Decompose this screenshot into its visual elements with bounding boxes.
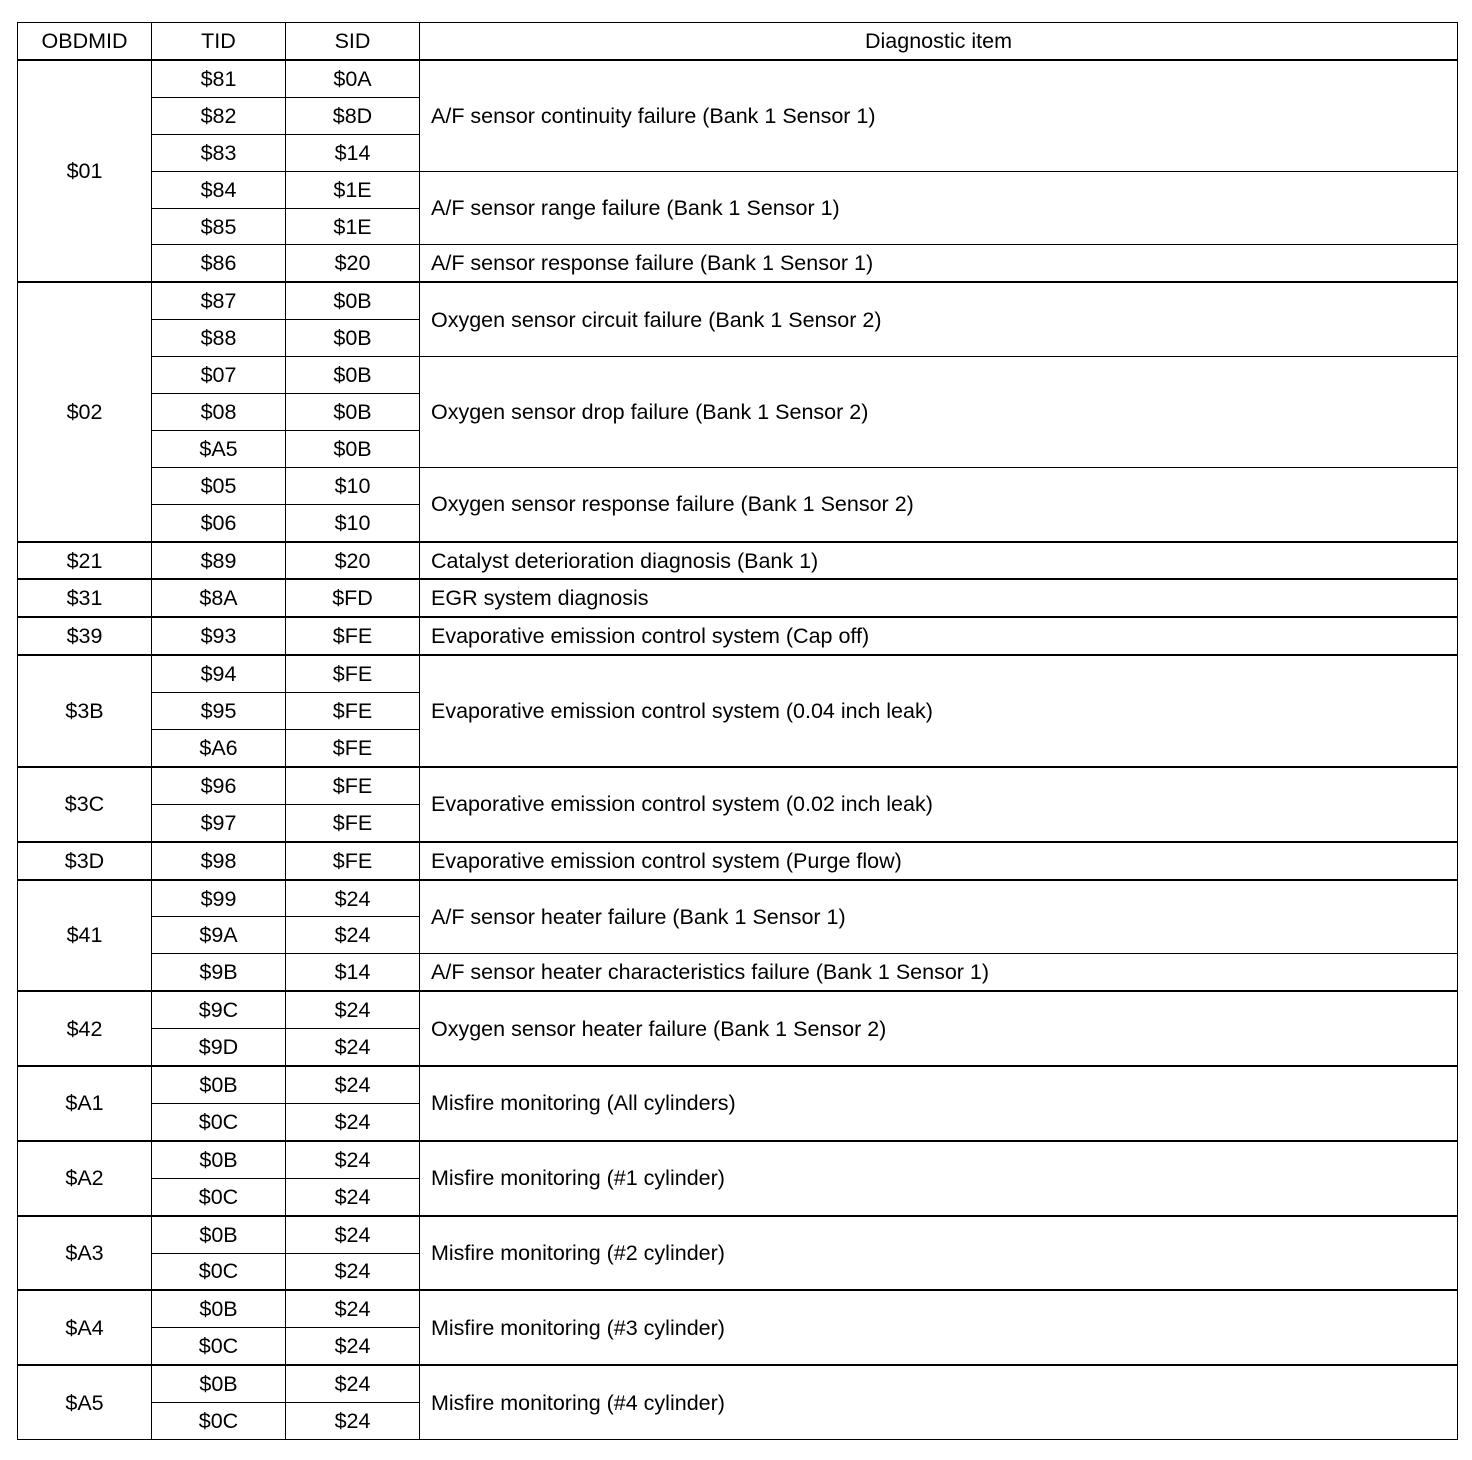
table-row xyxy=(18,467,1458,504)
tid-cell: $06 xyxy=(152,504,286,541)
tid-cell: $98 xyxy=(152,842,286,880)
table-row xyxy=(18,1141,1458,1178)
sid-cell: $14 xyxy=(286,134,420,171)
tid-cell: $05 xyxy=(152,467,286,504)
tid-cell: $88 xyxy=(152,320,286,357)
sid-cell: $24 xyxy=(286,1178,420,1215)
table-row xyxy=(18,60,1458,97)
sid-cell: $24 xyxy=(286,1216,420,1253)
table-row xyxy=(18,655,1458,692)
table-row xyxy=(18,991,1458,1028)
tid-cell: $94 xyxy=(152,655,286,692)
diagnostic-item-cell: Evaporative emission control system (0.02 inch leak) xyxy=(420,767,1458,842)
obdmid-cell: $01 xyxy=(18,60,152,282)
obdmid-cell: $3C xyxy=(18,767,152,842)
obdmid-cell: $A4 xyxy=(18,1290,152,1365)
tid-cell: $0C xyxy=(152,1178,286,1215)
tid-cell: $0B xyxy=(152,1365,286,1402)
obdmid-cell: $02 xyxy=(18,282,152,541)
table-row xyxy=(18,1066,1458,1103)
diagnostic-item-cell: Misfire monitoring (#2 cylinder) xyxy=(420,1216,1458,1291)
sid-cell: $20 xyxy=(286,542,420,580)
sid-cell: $FE xyxy=(286,693,420,730)
header-sid: SID xyxy=(286,23,420,61)
tid-cell: $A6 xyxy=(152,730,286,767)
header-row xyxy=(18,23,1458,61)
obdmid-cell: $31 xyxy=(18,579,152,617)
sid-cell: $0B xyxy=(286,282,420,319)
sid-cell: $24 xyxy=(286,880,420,917)
table-row xyxy=(18,842,1458,880)
diagnostic-item-cell: Oxygen sensor response failure (Bank 1 Sensor 2) xyxy=(420,467,1458,541)
sid-cell: $0B xyxy=(286,430,420,467)
obdmid-cell: $21 xyxy=(18,542,152,580)
diagnostic-item-cell: Catalyst deterioration diagnosis (Bank 1) xyxy=(420,542,1458,580)
tid-cell: $86 xyxy=(152,245,286,282)
sid-cell: $10 xyxy=(286,504,420,541)
table-row xyxy=(18,954,1458,991)
sid-cell: $0A xyxy=(286,60,420,97)
sid-cell: $24 xyxy=(286,1103,420,1140)
sid-cell: $24 xyxy=(286,1029,420,1066)
header-tid: TID xyxy=(152,23,286,61)
sid-cell: $FE xyxy=(286,842,420,880)
tid-cell: $99 xyxy=(152,880,286,917)
table-row xyxy=(18,617,1458,655)
diagnostic-item-cell: Evaporative emission control system (0.04 inch leak) xyxy=(420,655,1458,767)
sid-cell: $20 xyxy=(286,245,420,282)
sid-cell: $24 xyxy=(286,1365,420,1402)
header-obdmid: OBDMID xyxy=(18,23,152,61)
sid-cell: $FE xyxy=(286,617,420,655)
table-row xyxy=(18,245,1458,282)
diagnostic-item-cell: Oxygen sensor drop failure (Bank 1 Sensor 2) xyxy=(420,357,1458,468)
tid-cell: $A5 xyxy=(152,430,286,467)
table-row xyxy=(18,542,1458,580)
sid-cell: $8D xyxy=(286,97,420,134)
diagnostic-item-cell: Misfire monitoring (#4 cylinder) xyxy=(420,1365,1458,1439)
sid-cell: $24 xyxy=(286,991,420,1028)
table-row xyxy=(18,357,1458,394)
obdmid-cell: $41 xyxy=(18,880,152,992)
diagnostic-item-cell: Oxygen sensor circuit failure (Bank 1 Sensor 2) xyxy=(420,282,1458,356)
sid-cell: $FE xyxy=(286,767,420,804)
tid-cell: $0C xyxy=(152,1103,286,1140)
tid-cell: $87 xyxy=(152,282,286,319)
tid-cell: $9D xyxy=(152,1029,286,1066)
sid-cell: $24 xyxy=(286,1253,420,1290)
diagnostic-item-cell: EGR system diagnosis xyxy=(420,579,1458,617)
tid-cell: $0B xyxy=(152,1216,286,1253)
tid-cell: $96 xyxy=(152,767,286,804)
sid-cell: $24 xyxy=(286,917,420,954)
sid-cell: $24 xyxy=(286,1141,420,1178)
tid-cell: $93 xyxy=(152,617,286,655)
obdmid-cell: $A1 xyxy=(18,1066,152,1141)
tid-cell: $0B xyxy=(152,1290,286,1327)
diagnostic-item-cell: A/F sensor range failure (Bank 1 Sensor 1) xyxy=(420,171,1458,245)
table-row xyxy=(18,171,1458,208)
tid-cell: $0C xyxy=(152,1253,286,1290)
tid-cell: $97 xyxy=(152,804,286,841)
tid-cell: $81 xyxy=(152,60,286,97)
sid-cell: $1E xyxy=(286,208,420,245)
tid-cell: $9A xyxy=(152,917,286,954)
tid-cell: $85 xyxy=(152,208,286,245)
tid-cell: $0B xyxy=(152,1141,286,1178)
diagnostic-item-cell: Evaporative emission control system (Purge flow) xyxy=(420,842,1458,880)
sid-cell: $24 xyxy=(286,1328,420,1365)
obdmid-cell: $A3 xyxy=(18,1216,152,1291)
sid-cell: $0B xyxy=(286,320,420,357)
sid-cell: $24 xyxy=(286,1290,420,1327)
sid-cell: $0B xyxy=(286,394,420,431)
obdmid-cell: $A5 xyxy=(18,1365,152,1439)
table-row xyxy=(18,1290,1458,1327)
tid-cell: $9B xyxy=(152,954,286,991)
sid-cell: $24 xyxy=(286,1403,420,1440)
tid-cell: $07 xyxy=(152,357,286,394)
tid-cell: $84 xyxy=(152,171,286,208)
sid-cell: $FE xyxy=(286,804,420,841)
obdmid-cell: $3B xyxy=(18,655,152,767)
sid-cell: $FE xyxy=(286,730,420,767)
sid-cell: $24 xyxy=(286,1066,420,1103)
diagnostic-item-cell: Misfire monitoring (All cylinders) xyxy=(420,1066,1458,1141)
diagnostic-item-cell: Oxygen sensor heater failure (Bank 1 Sensor 2) xyxy=(420,991,1458,1066)
tid-cell: $89 xyxy=(152,542,286,580)
obdmid-cell: $42 xyxy=(18,991,152,1066)
diagnostic-item-cell: A/F sensor heater failure (Bank 1 Sensor 1) xyxy=(420,880,1458,954)
table-row xyxy=(18,767,1458,804)
tid-cell: $8A xyxy=(152,579,286,617)
tid-cell: $83 xyxy=(152,134,286,171)
sid-cell: $FD xyxy=(286,579,420,617)
diagnostic-item-cell: A/F sensor heater characteristics failure (Bank 1 Sensor 1) xyxy=(420,954,1458,991)
tid-cell: $9C xyxy=(152,991,286,1028)
table-row xyxy=(18,282,1458,319)
tid-cell: $0B xyxy=(152,1066,286,1103)
table-body xyxy=(18,60,1458,1439)
sid-cell: $14 xyxy=(286,954,420,991)
tid-cell: $08 xyxy=(152,394,286,431)
obdmid-table xyxy=(17,22,1458,1440)
sid-cell: $FE xyxy=(286,655,420,692)
diagnostic-item-cell: A/F sensor response failure (Bank 1 Sensor 1) xyxy=(420,245,1458,282)
obdmid-cell: $39 xyxy=(18,617,152,655)
table-row xyxy=(18,579,1458,617)
tid-cell: $82 xyxy=(152,97,286,134)
diagnostic-item-cell: A/F sensor continuity failure (Bank 1 Sensor 1) xyxy=(420,60,1458,171)
tid-cell: $0C xyxy=(152,1403,286,1440)
tid-cell: $0C xyxy=(152,1328,286,1365)
sid-cell: $10 xyxy=(286,467,420,504)
table-row xyxy=(18,1365,1458,1402)
obdmid-cell: $A2 xyxy=(18,1141,152,1216)
table-row xyxy=(18,880,1458,917)
diagnostic-item-cell: Misfire monitoring (#1 cylinder) xyxy=(420,1141,1458,1216)
sid-cell: $1E xyxy=(286,171,420,208)
obdmid-cell: $3D xyxy=(18,842,152,880)
diagnostic-item-cell: Evaporative emission control system (Cap off) xyxy=(420,617,1458,655)
tid-cell: $95 xyxy=(152,693,286,730)
table-row xyxy=(18,1216,1458,1253)
header-diagnostic-item: Diagnostic item xyxy=(420,23,1458,61)
diagnostic-item-cell: Misfire monitoring (#3 cylinder) xyxy=(420,1290,1458,1365)
sid-cell: $0B xyxy=(286,357,420,394)
